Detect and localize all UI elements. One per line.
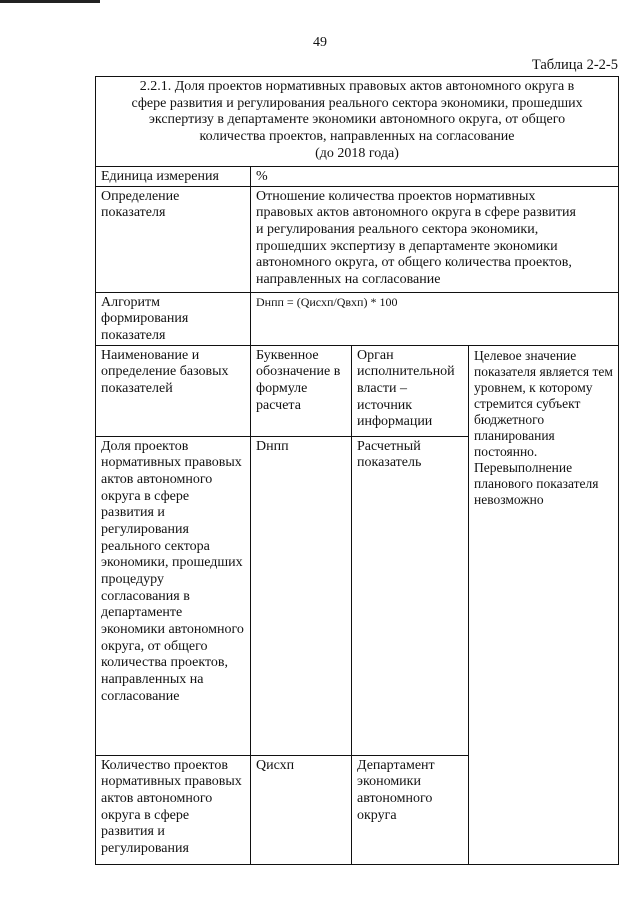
definition-line: Отношение количества проектов нормативных [256,188,536,204]
indicator-title [96,77,619,167]
header-row [96,345,619,436]
title-line: количества проектов, направленных на согласование [199,128,515,144]
target-value-note: Целевое значение показателя является тем уровнем, к которому стремится субъект бюджетного планирования постоянно. Перевыполнение планового показателя невозможно [469,345,619,864]
title-line: (до 2018 года) [315,145,399,161]
definition-row [96,186,619,292]
algorithm-label: Алгоритм формирования показателя [96,292,251,345]
title-line: сфере развития и регулирования реального сектора экономики, прошедших [131,95,583,111]
unit-label: Единица измерения [96,167,251,187]
base-indicator-name: Доля проектов нормативных правовых актов автономного округа в сфере развития и регулирования реального сектора экономики, прошедших процедуру согласования в департаменте экономики автономного округа, от общего количества проектов, направленных на согласование [96,436,251,755]
header-source: Орган исполнительной власти – источник информации [352,345,469,436]
definition-line: правовых актов автономного округа в сфере развития [256,205,576,221]
base-indicator-source: Департамент экономики автономного округа [352,755,469,864]
definition-line: автономного округа, от общего количества проектов, [256,255,572,271]
corner-mark [0,0,100,3]
table-label: Таблица 2-2-5 [531,57,618,73]
algorithm-formula: Dнпп = (Qисхп/Qвхп) * 100 [251,292,619,345]
base-indicator-symbol: Dнпп [251,436,352,755]
unit-value: % [251,167,619,187]
definition-text [251,186,619,292]
page-number: 49 [313,35,327,50]
unit-row [96,167,619,187]
definition-line: и регулирования реального сектора экономики, [256,221,539,237]
base-indicator-name: Количество проектов нормативных правовых актов автономного округа в сфере развития и регулирования [96,755,251,864]
indicator-table [95,76,619,865]
title-line: 2.2.1. Доля проектов нормативных правовых актов автономного округа в [139,79,575,94]
algorithm-row [96,292,619,345]
definition-line: прошедших экспертизу в департаменте экономики [256,238,558,254]
title-row [96,77,619,167]
definition-label: Определение показателя [96,186,251,292]
base-indicator-source: Расчетный показатель [352,436,469,755]
header-symbol: Буквенное обозначение в формуле расчета [251,345,352,436]
header-name: Наименование и определение базовых показателей [96,345,251,436]
title-line: экспертизу в департаменте экономики автономного округа, от общего [148,112,566,128]
base-indicator-symbol: Qисхп [251,755,352,864]
definition-line: направленных на согласование [256,271,441,287]
